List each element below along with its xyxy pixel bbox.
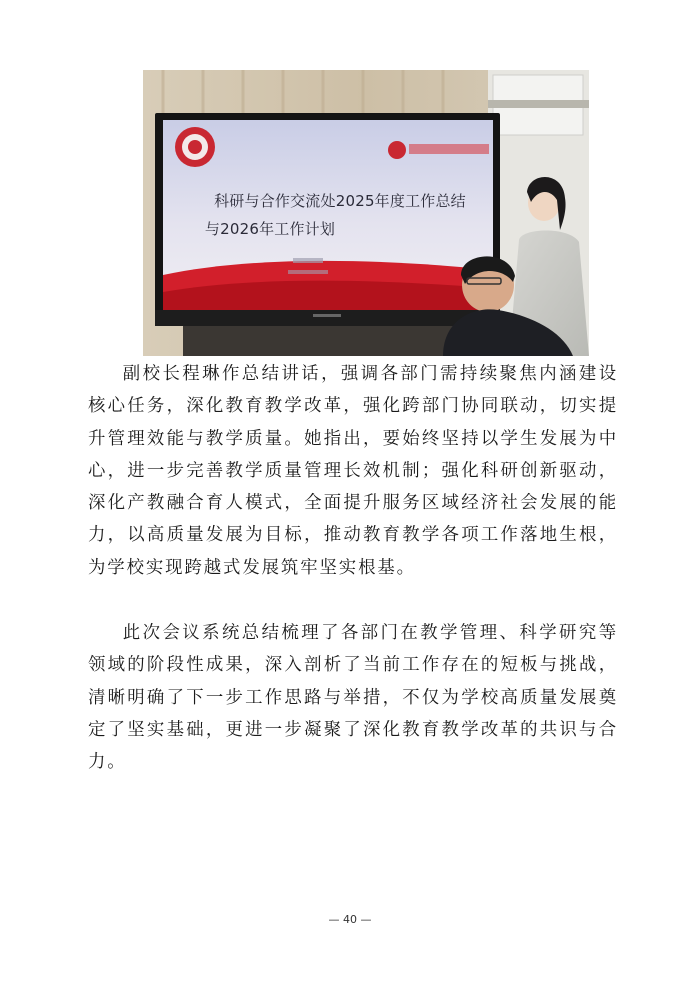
page-number: — 40 — [328,913,372,926]
paragraph-summary-speech: 副校长程琳作总结讲话，强调各部门需持续聚焦内涵建设核心任务，深化教育教学改革，强化跨部门协同联动，切实提升管理效能与教学质量。她指出，要始终坚持以学生发展为中心，进一步完善教学质量管理长效机制；强化科研创新驱动，深化产教融合育人模式，全面提升服务区域经济社会发展的能力，以高质量发展为目标，推动教育教学各项工作落地生根，为学校实现跨越式发展筑牢坚实根基。 [88,364,618,578]
slide-title-line1: 科研与合作交流处2025年度工作总结 [214,192,466,210]
slide-title-line2: 与2026年工作计划 [204,220,336,238]
paragraph-meeting-conclusion: 此次会议系统总结梳理了各部门在教学管理、科学研究等领域的阶段性成果，深入剖析了当前工作存在的短板与挑战，清晰明确了下一步工作思路与举措，不仅为学校高质量发展奠定了坚实基础，更进一步凝聚了深化教育教学改革的共识与合力。 [88,623,618,773]
meeting-photo [143,70,589,356]
